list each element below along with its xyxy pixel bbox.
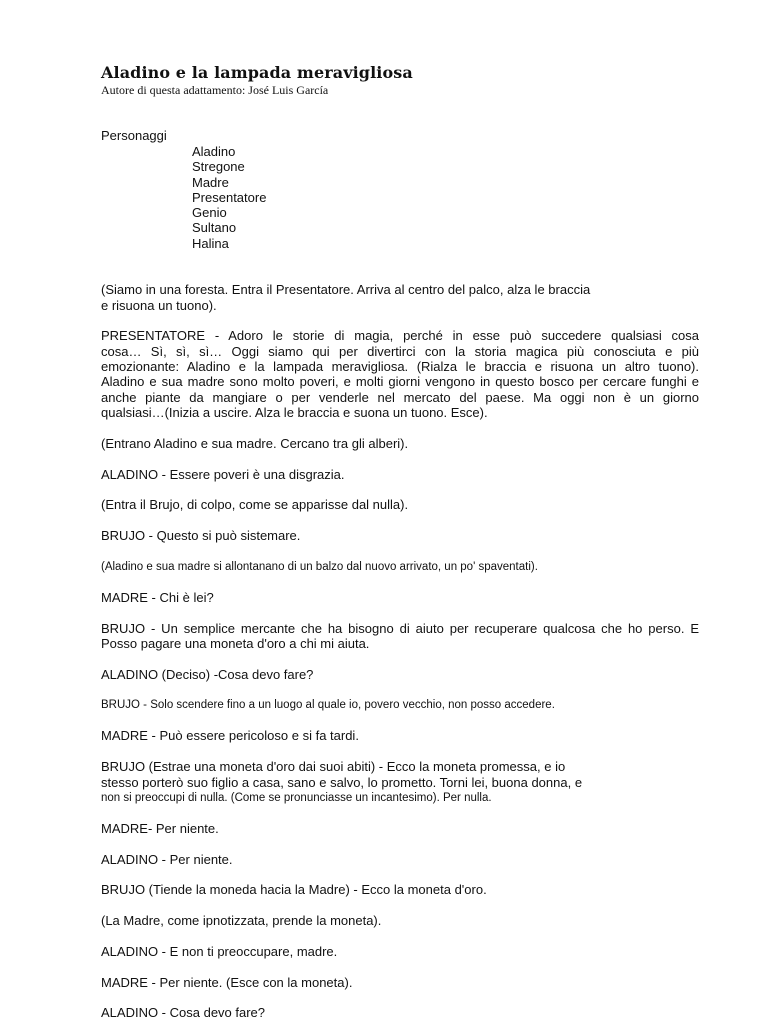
stage-direction-line: (Aladino e sua madre si allontanano di un balzo dal nuovo arrivato, un po' spaventati). (101, 561, 538, 573)
dialogue-line: MADRE - Per niente. (Esce con la moneta). (101, 975, 353, 990)
dialogue-line: emozionante: Aladino e la lampada meravigliosa. (Rialza le braccia e risuona un altro tuono). (101, 359, 699, 374)
dialogue-line: MADRE - Chi è lei? (101, 590, 214, 605)
dialogue-line: Posso pagare una moneta d'oro a chi mi aiuta. (101, 636, 370, 651)
character-item: Stregone (192, 159, 245, 175)
dialogue-line: Aladino e sua madre sono molto poveri, e molti giorni vengono in questo bosco per cercare funghi e (101, 374, 699, 389)
characters-heading: Personaggi (101, 128, 167, 143)
characters-list (192, 144, 266, 251)
character-item: Presentatore (192, 189, 267, 205)
dialogue-line: BRUJO - Un semplice mercante che ha bisogno di aiuto per recuperare qualcosa che ho perso. E (101, 621, 699, 636)
stage-direction-line: (Entra il Brujo, di colpo, come se apparisse dal nulla). (101, 497, 409, 512)
dialogue-line: BRUJO (Tiende la moneda hacia la Madre) - Ecco la moneta d'oro. (101, 882, 487, 897)
dialogue-line: ALADINO (Deciso) -Cosa devo fare? (101, 667, 314, 682)
dialogue-line: stesso porterò suo figlio a casa, sano e salvo, lo prometto. Torni lei, buona donna, e (101, 775, 583, 790)
author-line: Autore di questa adattamento: José Luis García (101, 83, 329, 97)
character-item: Aladino (192, 144, 236, 159)
dialogue-line: BRUJO (Estrae una moneta d'oro dai suoi abiti) - Ecco la moneta promessa, e io (101, 759, 566, 774)
dialogue-line: ALADINO - E non ti preoccupare, madre. (101, 944, 338, 959)
dialogue-line: cosa… Sì, sì, sì… Oggi siamo qui per divertirci con la storia magica più conosciuta e più (101, 344, 699, 359)
character-item: Sultano (192, 220, 237, 236)
dialogue-line: ALADINO - Per niente. (101, 852, 233, 867)
dialogue-line: MADRE - Può essere pericoloso e si fa tardi. (101, 728, 359, 743)
character-item: Halina (192, 235, 229, 251)
stage-direction-line: (Siamo in una foresta. Entra il Presentatore. Arriva al centro del palco, alza le braccia (101, 282, 591, 297)
stage-direction-line: (Entrano Aladino e sua madre. Cercano tra gli alberi). (101, 436, 409, 451)
stage-direction-line: (La Madre, come ipnotizzata, prende la moneta). (101, 913, 382, 928)
character-item: Genio (192, 205, 227, 221)
document-title: Aladino e la lampada meravigliosa (101, 63, 413, 82)
dialogue-line: BRUJO - Questo si può sistemare. (101, 528, 301, 543)
dialogue-line: qualsiasi…(Inizia a uscire. Alza le braccia e suona un tuono. Esce). (101, 405, 488, 420)
dialogue-line: MADRE- Per niente. (101, 821, 219, 836)
dialogue-line: PRESENTATORE - Adoro le storie di magia, perché in esse può succedere qualsiasi cosa (101, 328, 699, 343)
dialogue-line: non si preoccupi di nulla. (Come se pronunciasse un incantesimo). Per nulla. (101, 792, 492, 804)
dialogue-line: ALADINO - Essere poveri è una disgrazia. (101, 467, 345, 482)
dialogue-line: BRUJO - Solo scendere fino a un luogo al quale io, povero vecchio, non posso accedere. (101, 699, 555, 711)
dialogue-line: anche piante da mangiare o per venderle nel mercato del paese. Ma oggi non è un giorno (101, 390, 699, 405)
stage-direction-line: e risuona un tuono). (101, 298, 217, 313)
dialogue-line: ALADINO - Cosa devo fare? (101, 1005, 266, 1020)
character-item: Madre (192, 174, 229, 190)
